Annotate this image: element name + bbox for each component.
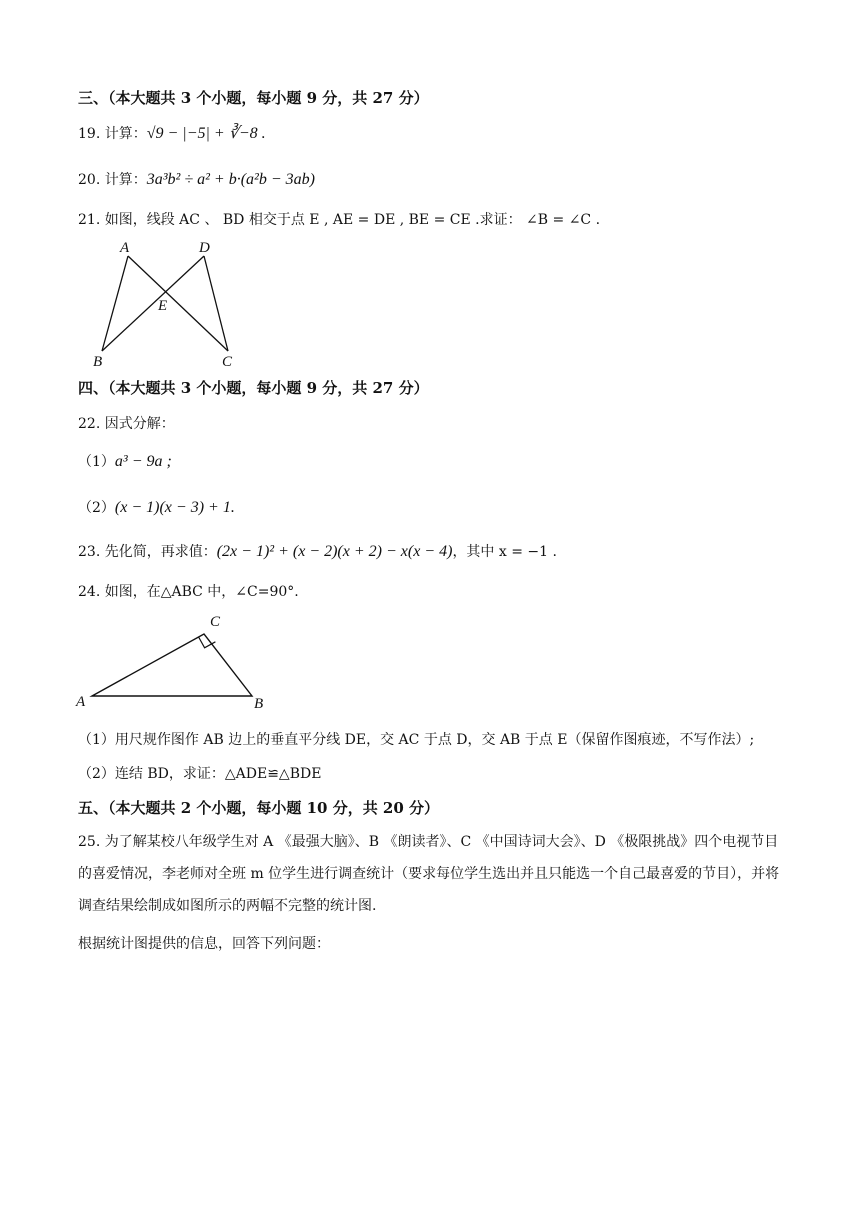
question-22-part-1-label: （1）	[78, 454, 115, 470]
segment-dc	[204, 256, 228, 351]
question-25-text: 25. 为了解某校八年级学生对 A 《最强大脑》、B 《朗读者》、C 《中国诗词大会》、D 《极限挑战》四个电视节目的喜爱情况，李老师对全班 m 位学生进行调查统计（要求每位学生选出并且只能选一个自己最喜爱的节目），并将调查结果绘制成如图所示的两幅不完整的统计图.	[78, 834, 780, 914]
question-22-part-2-label: （2）	[78, 500, 115, 516]
question-20	[78, 170, 315, 190]
question-21	[78, 210, 600, 230]
figure-24-triangle	[72, 608, 282, 712]
question-19	[78, 124, 266, 144]
point-b-label: B	[93, 354, 103, 370]
question-20-number: 20. 计算：	[78, 172, 147, 188]
triangle-abc	[92, 634, 252, 696]
question-25-followup: 根据统计图提供的信息，回答下列问题：	[78, 936, 330, 952]
question-22-part-1-expression: a³ − 9a ;	[114, 453, 172, 470]
figure-21-diagram	[88, 236, 248, 370]
point-d-label: D	[199, 240, 210, 256]
question-24-part-2: （2）连结 BD，求证：△ADE≌△BDE	[78, 766, 322, 782]
question-19-expression: √9 − |−5| + ∛−8 .	[146, 125, 266, 142]
vertex-b-label: B	[254, 696, 264, 712]
vertex-c-label: C	[210, 614, 221, 630]
question-21-number: 21. 如图，线段	[78, 212, 175, 228]
segment-ac	[128, 256, 228, 351]
question-23-condition: ，其中 x = −1 .	[452, 544, 557, 560]
question-22-part-1	[78, 452, 172, 472]
point-e-label: E	[158, 298, 168, 314]
segment-ab	[102, 256, 128, 351]
vertex-a-label: A	[76, 694, 86, 710]
question-24-part-1: （1）用尺规作图作 AB 边上的垂直平分线 DE，交 AC 于点 D，交 AB 于点 E（保留作图痕迹，不写作法）;	[78, 732, 755, 748]
point-a-label: A	[120, 240, 130, 256]
question-22-number: 22. 因式分解：	[78, 416, 175, 432]
section-3-header: 三、（本大题共 3 个小题，每小题 9 分，共 27 分）	[78, 89, 429, 107]
point-c-label: C	[222, 354, 233, 370]
question-22-part-2-expression: (x − 1)(x − 3) + 1.	[114, 499, 235, 516]
question-23	[78, 542, 557, 562]
segment-bd	[102, 256, 204, 351]
question-20-expression: 3a³b² ÷ a² + b·(a²b − 3ab)	[146, 171, 315, 188]
question-22-part-2	[78, 498, 235, 518]
question-23-expression: (2x − 1)² + (x − 2)(x + 2) − x(x − 4)	[216, 543, 453, 560]
section-5-header: 五、（本大题共 2 个小题，每小题 10 分，共 20 分）	[78, 799, 440, 817]
question-21-statement: AC 、 BD 相交于点 E , AE = DE , BE = CE .求证： ∠B = ∠C .	[179, 212, 601, 228]
question-19-number: 19. 计算：	[78, 126, 147, 142]
question-24-stem: 24. 如图，在△ABC 中，∠C=90°.	[78, 584, 299, 600]
question-23-number: 23. 先化简，再求值：	[78, 544, 217, 560]
section-4-header: 四、（本大题共 3 个小题，每小题 9 分，共 27 分）	[78, 379, 429, 397]
